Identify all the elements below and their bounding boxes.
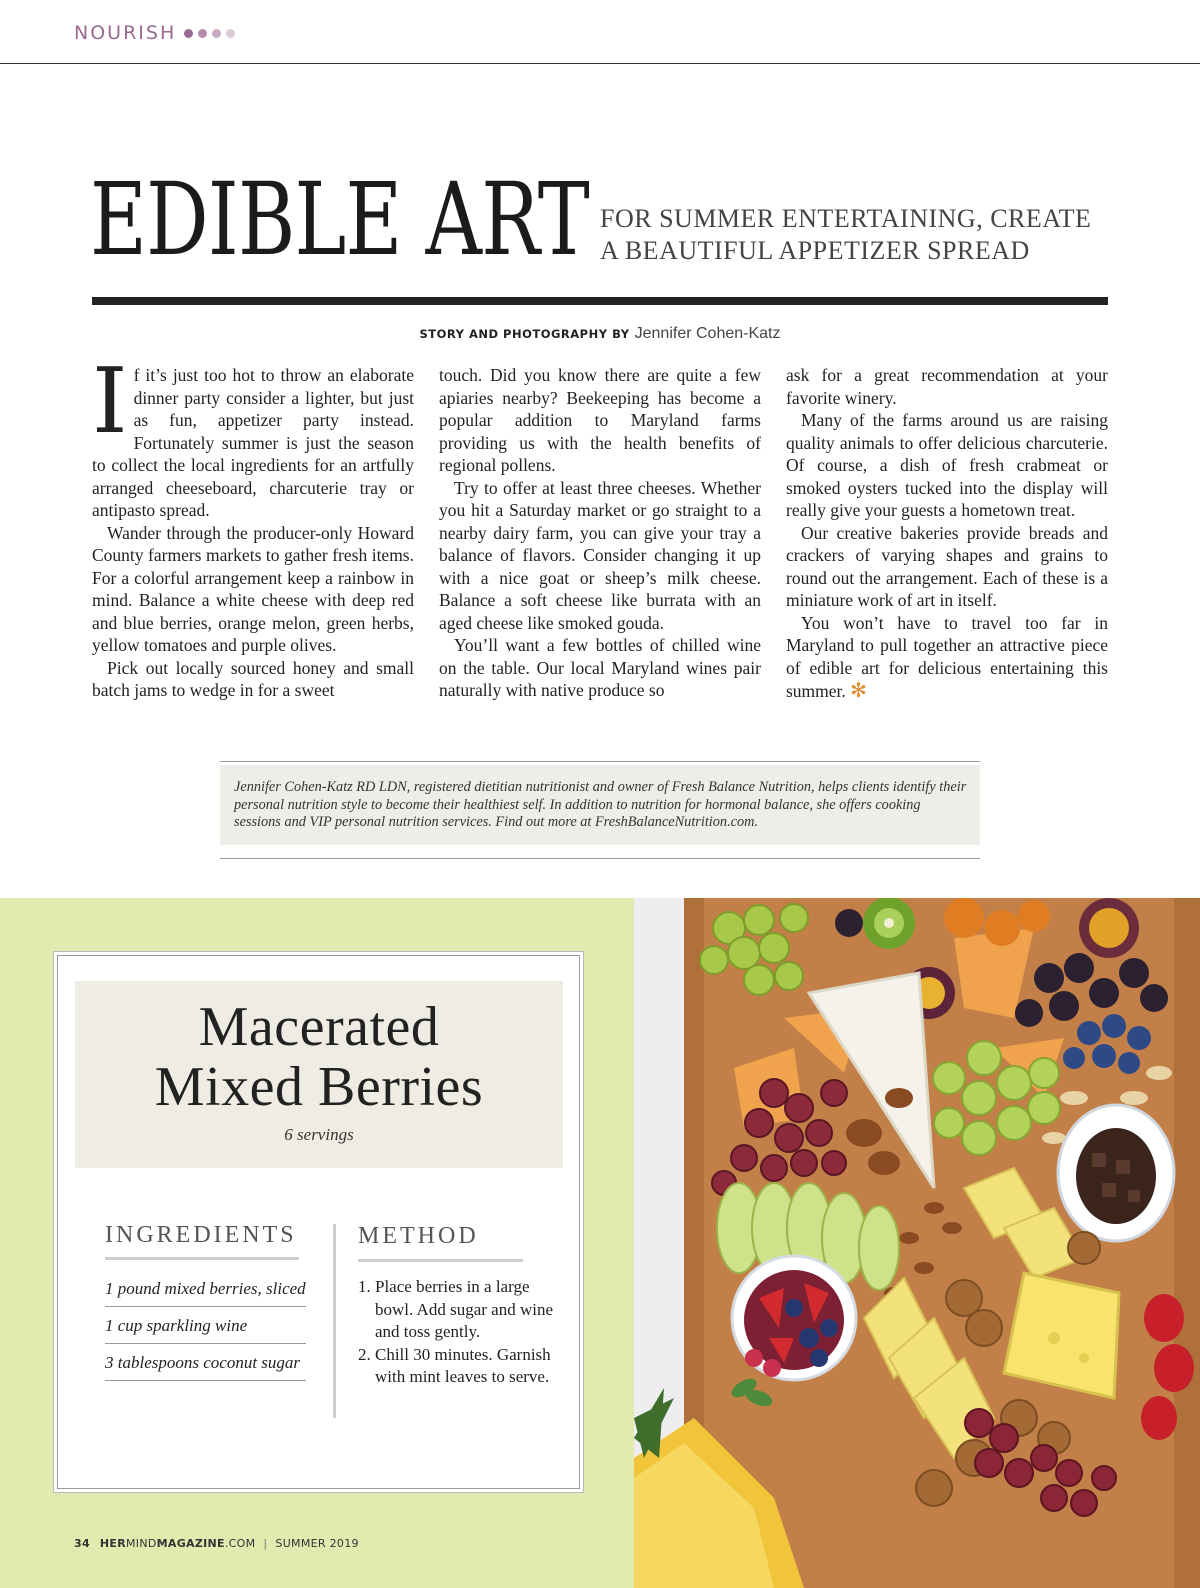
paragraph: Wander through the producer-only Howard County farmers markets to gather fresh items. For a colorful arrangement keep a rainbow in mind. Balance a white cheese with deep red and blue berries, orange melon, green herbs, yellow tomatoes and purple olives. [92,522,414,655]
subtitle-line-2: A BEAUTIFUL APPETIZER SPREAD [600,236,1030,265]
ingredients-heading-rule [105,1257,299,1260]
section-label [74,22,235,44]
recipe-column-divider [333,1224,336,1418]
subtitle-line-1: FOR SUMMER ENTERTAINING, CREATE [600,204,1092,233]
header-divider [0,63,1200,64]
byline-label: STORY AND PHOTOGRAPHY BY [419,327,630,341]
ingredients-list [105,1276,306,1387]
footer-brand-com: .COM [224,1537,256,1550]
dot-1 [184,29,193,38]
recipe-card [57,955,580,1489]
recipe-title-box [75,981,563,1168]
dot-2 [198,29,207,38]
page-footer [74,1537,359,1550]
article-subtitle [600,203,1100,267]
paragraph: Try to offer at least three cheeses. Whether you hit a Saturday market or go straight to a nearby dairy farm, you can give your tray a balance of flavors. Consider changing it up with a nice goat or sheep’s milk cheese. Balance a soft cheese like burrata with an aged cheese like smoked gouda. [439,477,761,633]
recipe-title-line-2: Mixed Berries [154,1056,484,1118]
paragraph: Many of the farms around us are raising quality animals to offer delicious charcuterie. Of course, a dish of fresh crabmeat or smoked oysters tucked into the display will really give your guests a hometown treat. [786,410,1108,520]
dot-4 [226,29,235,38]
paragraph: Pick out locally sourced honey and small batch jams to wedge in for a sweet [92,657,414,700]
paragraph: ask for a great recommendation at your favorite winery. [786,365,1108,408]
article-title: EDIBLE ART [90,161,590,278]
author-bio: Jennifer Cohen-Katz RD LDN, registered dietitian nutritionist and owner of Fresh Balance Nutrition, helps clients identify their personal nutrition style to become their healthiest self. In addition to nutrition for hormonal balance, she offers cooking sessions and VIP personal nutrition services. Find out more at FreshBalanceNutrition.com. [220,765,980,845]
end-mark-icon: ✻ [850,678,867,702]
article-column-1 [92,349,414,702]
ingredients-heading: INGREDIENTS [105,1222,297,1248]
charcuterie-board-photo [634,898,1200,1588]
dot-3 [212,29,221,38]
bio-bottom-rule [220,858,980,859]
method-heading: METHOD [358,1223,479,1249]
charcuterie-board-image [634,898,1200,1588]
ingredient-item: 1 pound mixed berries, sliced [105,1276,306,1307]
byline-author: Jennifer Cohen-Katz [634,325,781,342]
bio-top-rule [220,761,980,762]
section-name: NOURISH [74,22,177,44]
method-list [358,1276,558,1389]
paragraph: You’ll want a few bottles of chilled wine on the table. Our local Maryland wines pair naturally with native produce so [439,635,761,700]
page-number: 34 [74,1537,90,1550]
recipe-servings: 6 servings [284,1125,354,1144]
footer-separator: | [263,1537,268,1550]
footer-issue: SUMMER 2019 [275,1537,359,1550]
recipe-title [75,997,563,1117]
byline [0,323,1200,343]
paragraph-final: You won’t have to travel too far in Maryland to pull together an attractive piece of edible art for delicious entertaining this summer. ✻ [786,612,1108,702]
section-dots [184,29,235,38]
article-column-3 [786,364,1108,703]
drop-cap: I [92,349,128,454]
paragraph: touch. Did you know there are quite a few apiaries nearby? Beekeeping has become a popular addition to Maryland farms providing us with the health benefits of regional pollens. [439,365,761,475]
footer-brand-her: HER [99,1537,127,1550]
method-step: 1. Place berries in a large bowl. Add sugar and wine and toss gently. [358,1277,554,1341]
paragraph: If it’s just too hot to throw an elaborate dinner party consider a lighter, but just as fun, appetizer party instead. Fortunately summer is just the season to collect the local ingredients for an artfully arranged cheeseboard, charcuterie tray or antipasto spread. [92,349,414,520]
footer-brand-magazine: MAGAZINE [156,1537,225,1550]
ingredient-item: 1 cup sparkling wine [105,1313,306,1344]
method-step: 2. Chill 30 minutes. Garnish with mint leaves to serve. [358,1344,551,1386]
paragraph: Our creative bakeries provide breads and crackers of varying shapes and grains to round out the arrangement. Each of these is a miniature work of art in itself. [786,522,1108,610]
footer-brand-mind: MIND [126,1537,157,1550]
ingredient-item: 3 tablespoons coconut sugar [105,1350,306,1381]
recipe-title-line-1: Macerated [198,996,440,1058]
method-heading-rule [358,1259,523,1262]
title-divider [92,297,1108,305]
article-column-2 [439,364,761,702]
